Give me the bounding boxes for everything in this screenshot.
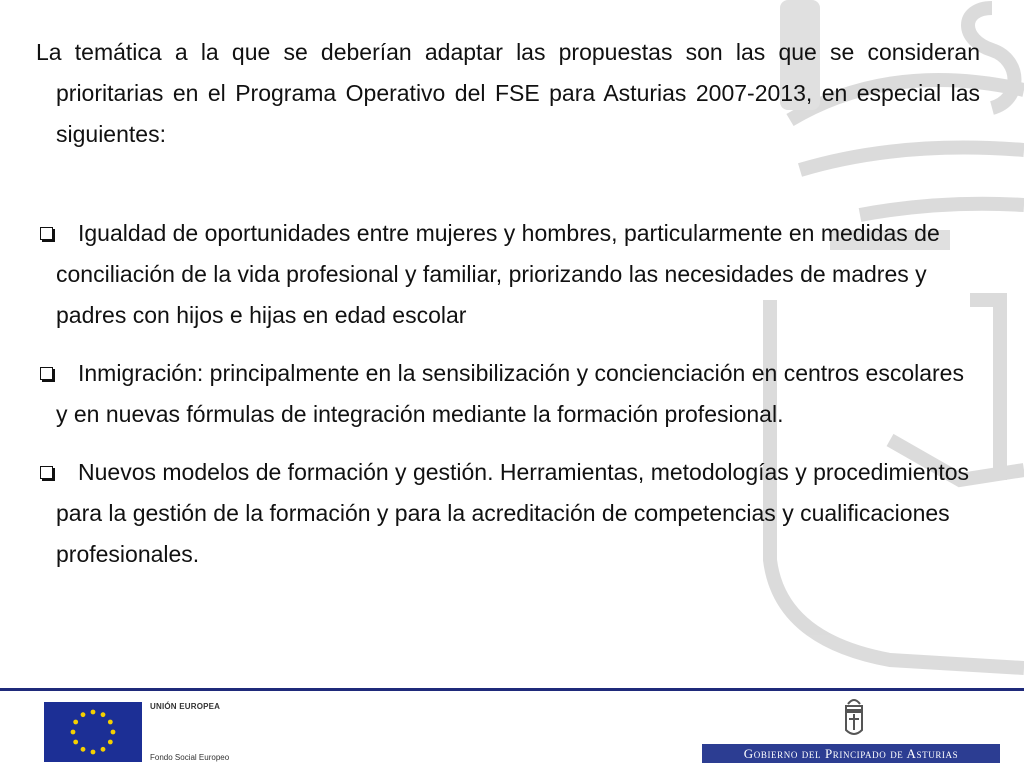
eu-star xyxy=(91,750,96,755)
checkbox-square-icon xyxy=(40,367,53,380)
eu-star xyxy=(91,710,96,715)
list-item xyxy=(36,213,980,336)
eu-star xyxy=(73,740,78,745)
intro-paragraph: La temática a la que se deberían adaptar las propuestas son las que se consideran prioritarias en el Programa Operativo del FSE para Asturias 2007-2013, en especial las siguientes: xyxy=(36,39,980,147)
checkbox-square-icon xyxy=(40,227,53,240)
footer-divider xyxy=(0,688,1024,691)
eu-star xyxy=(101,712,106,717)
bullet-text: Inmigración: principalmente en la sensibilización y concienciación en centros escolares y en nuevas fórmulas de integración mediante la formación profesional. xyxy=(56,360,964,427)
eu-star xyxy=(73,720,78,725)
eu-star xyxy=(101,747,106,752)
bullet-list xyxy=(36,213,980,592)
list-item xyxy=(36,452,980,575)
eu-star xyxy=(108,720,113,725)
bullet-text: Igualdad de oportunidades entre mujeres y hombres, particularmente en medidas de conciliación de la vida profesional y familiar, priorizando las necesidades de madres y padres con hijos e hijas en edad escolar xyxy=(56,220,940,328)
slide-content xyxy=(36,32,980,155)
checkbox-square-icon xyxy=(40,466,53,479)
government-banner: Gobierno del Principado de Asturias xyxy=(702,744,1000,763)
eu-star xyxy=(81,747,86,752)
eu-star xyxy=(81,712,86,717)
list-item xyxy=(36,353,980,435)
eu-star xyxy=(111,730,116,735)
eu-star xyxy=(71,730,76,735)
fse-label: Fondo Social Europeo xyxy=(150,753,230,762)
eu-flag-icon xyxy=(44,702,142,762)
eu-label: UNIÓN EUROPEA xyxy=(150,702,221,711)
asturias-emblem-icon xyxy=(838,696,870,740)
bullet-text: Nuevos modelos de formación y gestión. Herramientas, metodologías y procedimientos para la gestión de la formación y para la acreditación de competencias y cualificaciones profesionales. xyxy=(56,459,970,567)
eu-star xyxy=(108,740,113,745)
